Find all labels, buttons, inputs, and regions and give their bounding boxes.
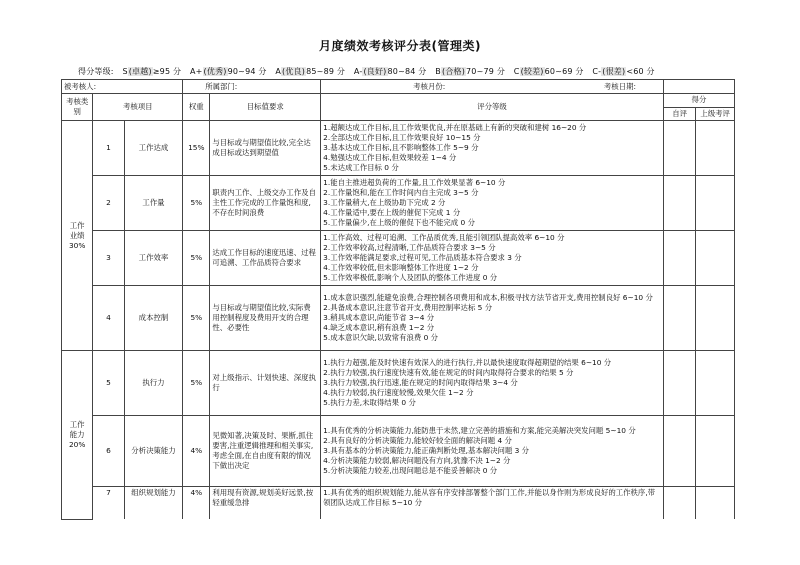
table-row — [62, 487, 735, 520]
row-number: 6 — [93, 416, 124, 487]
evaluation-table — [61, 79, 735, 520]
row-target: 与目标或与期望值比较,实际费用控制程度及费用开支的合理性、必要性 — [210, 286, 321, 351]
header-superior: 上级考评 — [696, 107, 735, 121]
grade-a-minus: A-(良好)80~84 分 — [353, 67, 427, 76]
row-weight: 4% — [183, 487, 210, 520]
row-weight: 5% — [183, 286, 210, 351]
row-target: 与目标或与期望值比较,完全达成目标或达到期望值 — [210, 121, 321, 176]
self-score-cell[interactable] — [663, 176, 695, 231]
examinee-field[interactable]: 被考核人: — [62, 80, 183, 94]
row-weight: 15% — [183, 121, 210, 176]
row-levels: 1.能自主推进超负荷的工作量,且工作效果显著 6~10 分 2.工作量饱和,能在工作时间内自主完成 3~5 分 3.工作量稍大,在上级协助下完成 2 分 4.工作量适中,要在上级的催促下完成 1 分 5.工作量偏少,在上级的催促下也不能完成 0 分 — [321, 176, 664, 231]
self-score-cell[interactable] — [663, 286, 695, 351]
superior-score-cell[interactable] — [696, 176, 735, 231]
row-item: 组织规划能力 — [124, 487, 183, 520]
row-levels: 1.具有优秀的组织规划能力,能从容有序安排部署整个部门工作,并能以身作则为形成良好的工作秩序,带领团队达成工作目标 5~10 分 — [321, 487, 664, 520]
superior-score-cell[interactable] — [696, 286, 735, 351]
self-score-cell[interactable] — [663, 416, 695, 487]
row-item: 工作效率 — [124, 231, 183, 286]
row-levels: 1.成本意识强烈,能避免浪费,合理控制各项费用和成本,积极寻找方法节省开支,费用控制良好 6~10 分 2.具备成本意识,注意节省开支,费用控制率达标 5 分 3.稍具成本意识,尚能节省 3~4 分 4.缺乏成本意识,稍有浪费 1~2 分 5.成本意识欠缺,以致常有浪费 0 分 — [321, 286, 664, 351]
self-score-cell[interactable] — [663, 231, 695, 286]
row-number: 1 — [93, 121, 124, 176]
row-item: 工作量 — [124, 176, 183, 231]
row-item: 成本控制 — [124, 286, 183, 351]
row-weight: 5% — [183, 176, 210, 231]
table-row — [62, 176, 735, 231]
row-item: 分析决策能力 — [124, 416, 183, 487]
grade-scale — [78, 66, 661, 77]
row-weight: 4% — [183, 416, 210, 487]
header-score: 得分 — [663, 94, 734, 108]
row-levels: 1.工作高效、过程可追溯、工作品质优秀,且能引领团队提高效率 6~10 分 2.工作效率较高,过程清晰,工作品质符合要求 3~5 分 3.工作效率能满足要求,过程可见,工作品质基本符合要求 3 分 4.工作效率较低,但未影响整体工作进度 1~2 分 5.工作效率极低,影响个人及团队的整体工作进度 0 分 — [321, 231, 664, 286]
grade-c: C(较差)60~69 分 — [513, 67, 584, 76]
self-score-cell[interactable] — [663, 351, 695, 416]
grade-s: S(卓越)≥95 分 — [122, 67, 182, 76]
row-levels: 1.执行力超强,能及时快速有效深入的进行执行,并以最快速度取得超期望的结果 6~10 分 2.执行力较强,执行速度快速有效,能在规定的时间内取得符合要求的结果 5 分 3.执行力较强,执行迅速,能在规定的时间内取得结果 3~4 分 4.执行力较弱,执行速度较慢,效果欠佳 1~2 分 5.执行力差,未取得结果 0 分 — [321, 351, 664, 416]
row-number: 3 — [93, 231, 124, 286]
superior-score-cell[interactable] — [696, 121, 735, 176]
grade-c-minus: C-(很差)<60 分 — [592, 67, 655, 76]
row-target: 见微知著,决策及时、果断,抓住要害,注重逻辑推理和相关事实,考虑全面,在自由度有限的情况下做出决定 — [210, 416, 321, 487]
grade-scale-label: 得分等级: — [78, 67, 114, 76]
department-field[interactable]: 所属部门: — [183, 80, 321, 94]
group-ability: 工作 能力 20% — [62, 351, 93, 520]
month-field[interactable]: 考核月份: — [321, 80, 664, 94]
table-row — [62, 351, 735, 416]
header-row — [62, 94, 735, 108]
table-row — [62, 286, 735, 351]
superior-score-cell[interactable] — [696, 487, 735, 520]
superior-score-cell[interactable] — [696, 351, 735, 416]
superior-score-cell[interactable] — [696, 416, 735, 487]
row-number: 7 — [93, 487, 124, 520]
row-number: 4 — [93, 286, 124, 351]
row-number: 5 — [93, 351, 124, 416]
row-target: 达成工作目标的速度迅速、过程可追溯、工作品质符合要求 — [210, 231, 321, 286]
row-target: 利用现有资源,规划美好远景,按轻重缓急排 — [210, 487, 321, 520]
header-levels: 评分等级 — [321, 94, 664, 121]
table-row — [62, 416, 735, 487]
table-row — [62, 121, 735, 176]
table-row — [62, 231, 735, 286]
header-item: 考核项目 — [93, 94, 183, 121]
row-item: 执行力 — [124, 351, 183, 416]
header-self: 自评 — [663, 107, 695, 121]
grade-a-plus: A+(优秀)90~94 分 — [189, 67, 267, 76]
row-item: 工作达成 — [124, 121, 183, 176]
row-weight: 5% — [183, 231, 210, 286]
header-weight: 权重 — [183, 94, 210, 121]
row-number: 2 — [93, 176, 124, 231]
row-weight: 5% — [183, 351, 210, 416]
self-score-cell[interactable] — [663, 121, 695, 176]
row-levels: 1.具有优秀的分析决策能力,能防患于未然,建立完善的措施和方案,能完美解决突发问题 5~10 分 2.具有良好的分析决策能力,能较好较全面的解决问题 4 分 3.具有基本的分析决策能力,能正确判断处理,基本解决问题 3 分 4.分析决策能力较弱,解决问题没有方向,犹豫不决 1~2 分 5.分析决策能力较差,出现问题总是不能妥善解决 0 分 — [321, 416, 664, 487]
row-levels: 1.超额达成工作目标,且工作效果优良,并在原基础上有新的突破和建树 16~20 分 2.全部达成工作目标,且工作效果良好 10~15 分 3.基本达成工作目标,且不影响整体工作 5~9 分 4.勉强达成工作目标,但效果较差 1~4 分 5.未达成工作目标 0 分 — [321, 121, 664, 176]
row-target: 对上级指示、计划快速、深度执行 — [210, 351, 321, 416]
date-field[interactable]: 考核日期: — [663, 80, 734, 94]
info-row — [62, 80, 735, 94]
superior-score-cell[interactable] — [696, 231, 735, 286]
grade-a: A(优良)85~89 分 — [275, 67, 346, 76]
group-performance: 工作 业绩 30% — [62, 121, 93, 351]
self-score-cell[interactable] — [663, 487, 695, 520]
row-target: 职责内工作、上级交办工作及自主性工作完成的工作量饱和度,不存在时间浪费 — [210, 176, 321, 231]
header-target: 目标值要求 — [210, 94, 321, 121]
header-category: 考核类别 — [62, 94, 93, 121]
grade-b: B(合格)70~79 分 — [435, 67, 506, 76]
page-title: 月度绩效考核评分表(管理类) — [319, 39, 481, 53]
